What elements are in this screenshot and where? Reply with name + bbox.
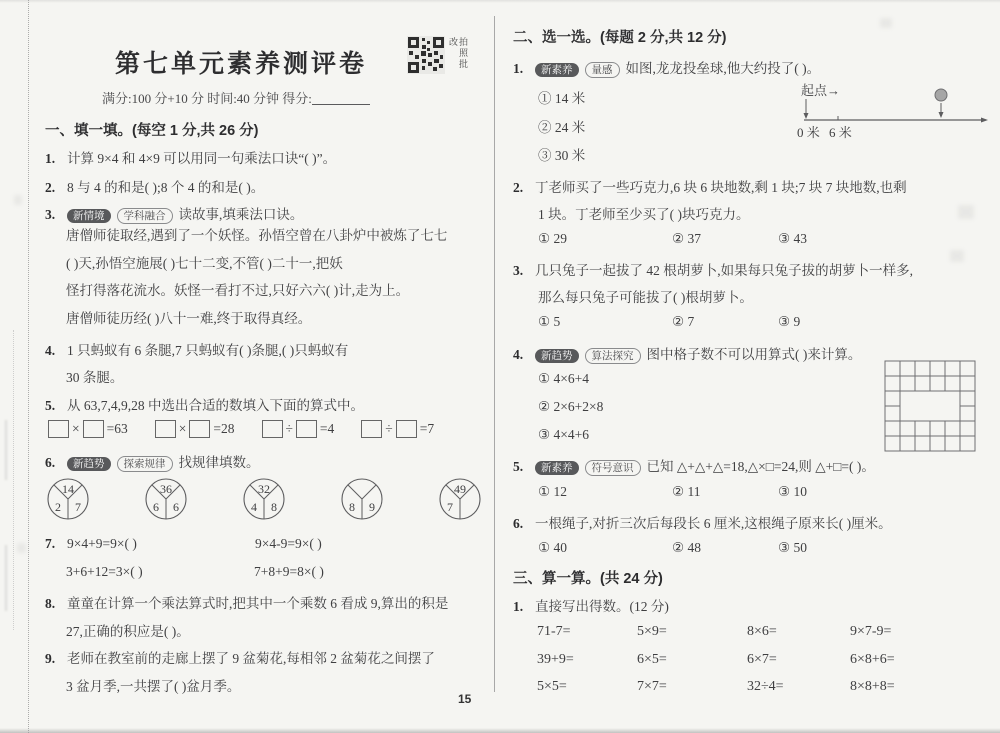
- story-line: 怪打得落花流水。妖怪一看打不过,只好六六( )计,走为上。: [66, 283, 410, 298]
- scan-top-edge: [0, 0, 1000, 3]
- q-number: 8.: [45, 596, 56, 611]
- badge-new-literacy: 新素养: [535, 63, 579, 77]
- equation: 3+6+12=3×( ): [66, 564, 143, 579]
- qr-caption: 拍照批改: [448, 37, 468, 70]
- badge-new-trend: 新趋势: [67, 457, 111, 471]
- svg-text:36: 36: [160, 482, 172, 496]
- result: =7: [419, 421, 435, 436]
- s2-q3-line2: 那么每只兔子可能拔了( )根胡萝卜。: [538, 290, 753, 305]
- s1-q3: [45, 203, 303, 224]
- page-title: 第七单元素养测评卷: [114, 50, 367, 78]
- ghost-mark: [14, 195, 22, 205]
- box-equation: [155, 420, 235, 438]
- badge-new-context: 新情境: [67, 209, 111, 223]
- s2-q2-line2: 1 块。丁老师至少买了( )块巧克力。: [538, 207, 750, 222]
- badge-algorithm-explore: 算法探究: [585, 348, 641, 364]
- s2-q2: [513, 176, 907, 196]
- equation: 5×9=: [637, 624, 667, 639]
- q-number: 3.: [513, 263, 524, 278]
- pattern-circle: [45, 476, 91, 522]
- badge-new-literacy: 新素养: [535, 461, 579, 475]
- q-text: 1 只蚂蚁有 6 条腿,7 只蚂蚁有( )条腿,( )只蚂蚁有: [67, 343, 349, 358]
- equation: 8×8+8=: [850, 679, 895, 694]
- badge-explore-pattern: 探索规律: [117, 456, 173, 472]
- equation-pair: [67, 536, 322, 552]
- equation: 5×5=: [537, 679, 567, 694]
- s2-q5-options: [538, 484, 807, 500]
- equation: 8×6=: [747, 624, 777, 639]
- q-text: 童童在计算一个乘法算式时,把其中一个乘数 6 看成 9,算出的积是: [67, 596, 449, 611]
- q-text: 丁老师买了一些巧克力,6 块 6 块地数,剩 1 块;7 块 7 块地数,也剩: [535, 180, 907, 195]
- ghost-mark: [958, 205, 974, 219]
- score-blank: [312, 92, 370, 105]
- q-number: 5.: [513, 459, 524, 474]
- q-text: 从 63,7,4,9,28 中选出合适的数填入下面的算式中。: [67, 398, 364, 413]
- operator: ×: [72, 421, 80, 436]
- story-line: 唐僧师徒历经( )八十一难,终于取得真经。: [66, 310, 312, 326]
- svg-text:0 米: 0 米: [797, 125, 820, 140]
- section2-heading: 二、选一选。(每题 2 分,共 12 分): [513, 30, 727, 46]
- s2-q4: [513, 343, 861, 364]
- option-2: ② 48: [672, 540, 701, 555]
- bleed-mark: [5, 420, 7, 480]
- q-number: 1.: [513, 599, 524, 614]
- option-3: ③ 50: [778, 540, 807, 555]
- svg-text:起点→: 起点→: [801, 83, 841, 98]
- q-text: 如图,龙龙投垒球,他大约投了( )。: [625, 61, 821, 76]
- qr-code: [407, 36, 445, 79]
- result: =63: [106, 421, 128, 436]
- s1-q8-line2: 27,正确的积应是( )。: [66, 624, 190, 639]
- equation: 9×4-9=9×( ): [255, 536, 322, 551]
- binding-dotted-line: [28, 0, 29, 733]
- option-2: ② 37: [672, 231, 701, 246]
- svg-text:9: 9: [369, 500, 375, 514]
- page-number: 15: [458, 692, 472, 706]
- s3-sub1: [513, 595, 669, 615]
- q-text: 图中格子数不可以用算式( )来计算。: [646, 347, 862, 362]
- q-text: 几只兔子一起拔了 42 根胡萝卜,如果每只兔子拔的胡萝卜一样多,: [535, 263, 913, 278]
- ghost-mark: [950, 250, 964, 262]
- equation: 32÷4=: [747, 679, 784, 694]
- s1-q3-story: [66, 222, 447, 332]
- blank-box: [296, 420, 317, 438]
- q-number: 7.: [45, 536, 56, 551]
- blank-box: [155, 420, 176, 438]
- option-3: ③ 43: [778, 231, 807, 246]
- q-text: 8 与 4 的和是( );8 个 4 的和是( )。: [67, 180, 265, 195]
- operator: ÷: [385, 421, 393, 436]
- equation: 39+9=: [537, 651, 574, 667]
- option-1: ① 29: [538, 231, 567, 246]
- q-number: 6.: [513, 516, 524, 531]
- option-1: ① 14 米: [538, 91, 586, 106]
- story-line: 唐僧师徒取经,遇到了一个妖怪。孙悟空曾在八卦炉中被炼了七七: [66, 228, 448, 243]
- q-number: 6.: [45, 455, 56, 470]
- option-2: ② 2×6+2×8: [538, 399, 604, 414]
- box-equation: [48, 420, 128, 438]
- pattern-circle: [241, 476, 287, 522]
- s1-q1: [45, 147, 336, 167]
- s1-q7: [45, 536, 322, 552]
- column-divider: [494, 16, 495, 692]
- q-text: 老师在教室前的走廊上摆了 9 盆菊花,每相邻 2 盆菊花之间摆了: [67, 651, 435, 666]
- equation: 6×8+6=: [850, 651, 895, 667]
- q-number: 2.: [45, 180, 56, 195]
- operator: ×: [178, 421, 187, 436]
- result: =4: [319, 421, 335, 436]
- badge-subject-fusion: 学科融合: [117, 208, 173, 224]
- option-1: ① 4×6+4: [538, 371, 589, 386]
- svg-text:6: 6: [173, 500, 179, 514]
- svg-text:32: 32: [258, 482, 270, 496]
- q-text: 已知 △+△+△=18,△×□=24,则 △+□=( )。: [646, 459, 875, 474]
- q-number: 2.: [513, 180, 524, 195]
- q-number: 1.: [513, 61, 524, 76]
- q-number: 3.: [45, 207, 56, 222]
- option-1: ① 40: [538, 540, 567, 555]
- q-number: 4.: [513, 347, 524, 362]
- option-1: ① 5: [538, 314, 561, 329]
- svg-text:8: 8: [271, 500, 277, 514]
- svg-text:49: 49: [454, 482, 466, 496]
- equation: 6×7=: [747, 651, 777, 667]
- s2-q3: [513, 259, 913, 279]
- s1-q5: [45, 394, 364, 414]
- s1-q5-equations: [48, 420, 434, 438]
- s1-q9-line2: 3 盆月季,一共摆了( )盆月季。: [66, 679, 241, 694]
- s2-q6: [513, 512, 892, 532]
- q-text: 找规律填数。: [178, 455, 260, 470]
- q-number: 5.: [45, 398, 56, 413]
- throw-diagram: [793, 82, 993, 147]
- s2-q5: [513, 455, 875, 476]
- q-text: 一根绳子,对折三次后每段长 6 厘米,这根绳子原来长( )厘米。: [535, 516, 892, 531]
- s1-q8: [45, 592, 448, 612]
- ball-icon: [935, 89, 947, 101]
- badge-new-trend: 新趋势: [535, 349, 579, 363]
- option-2: ② 24 米: [538, 120, 586, 135]
- s1-q4-line2: 30 条腿。: [66, 370, 124, 385]
- svg-text:6 米: 6 米: [829, 125, 852, 140]
- q-text: 计算 9×4 和 4×9 可以用同一句乘法口诀“( )”。: [67, 151, 337, 166]
- story-line: ( )天,孙悟空施展( )七十二变,不管( )二十一,把妖: [66, 255, 343, 271]
- q-number: 4.: [45, 343, 56, 358]
- blank-box: [262, 420, 283, 438]
- option-3: ③ 10: [778, 484, 807, 499]
- equation: 6×5=: [637, 651, 667, 667]
- badge-symbol-sense: 符号意识: [585, 460, 641, 476]
- s1-q6-circles: [45, 476, 483, 522]
- svg-text:14: 14: [62, 482, 74, 496]
- equation: 9×4+9=9×( ): [67, 536, 137, 551]
- badge-quantity-sense: 量感: [585, 62, 620, 78]
- option-2: ② 11: [672, 484, 701, 499]
- s1-q2: [45, 176, 264, 196]
- section1-heading: 一、填一填。(每空 1 分,共 26 分): [45, 123, 259, 139]
- svg-text:6: 6: [153, 500, 159, 514]
- mental-math-grid: [537, 624, 895, 695]
- blank-box: [396, 420, 417, 438]
- pattern-circle: [143, 476, 189, 522]
- s1-q9: [45, 647, 435, 667]
- equation: 7×7=: [637, 679, 667, 694]
- option-2: ② 7: [672, 314, 695, 329]
- blank-box: [361, 420, 382, 438]
- section3-heading: 三、算一算。(共 24 分): [513, 571, 663, 587]
- equation: 7+8+9=8×( ): [254, 564, 324, 579]
- pattern-circle: [339, 476, 385, 522]
- operator: ÷: [285, 421, 293, 436]
- box-equation: [262, 420, 335, 438]
- scan-bottom-edge: [0, 728, 1000, 733]
- q-text: 直接写出得数。(12 分): [535, 599, 669, 614]
- option-1: ① 12: [538, 484, 567, 499]
- s1-q4: [45, 339, 348, 359]
- s2-q1: [513, 57, 820, 78]
- option-3: ③ 4×4+6: [538, 427, 589, 442]
- q-number: 1.: [45, 151, 56, 166]
- equation: 9×7-9=: [850, 624, 892, 639]
- s2-q3-options: [538, 314, 800, 330]
- q-number: 9.: [45, 651, 56, 666]
- blank-box: [83, 420, 104, 438]
- blank-box: [189, 420, 210, 438]
- s2-q2-options: [538, 231, 807, 247]
- cell-grid-figure: [884, 360, 976, 457]
- result: =28: [213, 421, 235, 436]
- s1-q6: [45, 451, 260, 472]
- s1-q7-row2: [66, 564, 324, 580]
- score-meta-text: 满分:100 分+10 分 时间:40 分钟 得分:: [102, 91, 312, 106]
- option-3: ③ 30 米: [538, 148, 586, 163]
- binding-dotted-line-2: [13, 330, 14, 630]
- equation: 71-7=: [537, 624, 571, 639]
- svg-text:2: 2: [55, 500, 61, 514]
- svg-text:8: 8: [349, 500, 355, 514]
- s2-q6-options: [538, 540, 807, 556]
- bleed-mark: [5, 545, 7, 611]
- pattern-circle: [437, 476, 483, 522]
- ghost-mark: [17, 543, 26, 553]
- ghost-mark: [880, 18, 892, 28]
- svg-text:7: 7: [75, 500, 81, 514]
- score-meta: [102, 88, 370, 107]
- blank-box: [48, 420, 69, 438]
- q-text: 读故事,填乘法口诀。: [178, 207, 304, 222]
- option-3: ③ 9: [778, 314, 801, 329]
- svg-text:7: 7: [447, 500, 453, 514]
- box-equation: [361, 420, 434, 438]
- svg-text:4: 4: [251, 500, 257, 514]
